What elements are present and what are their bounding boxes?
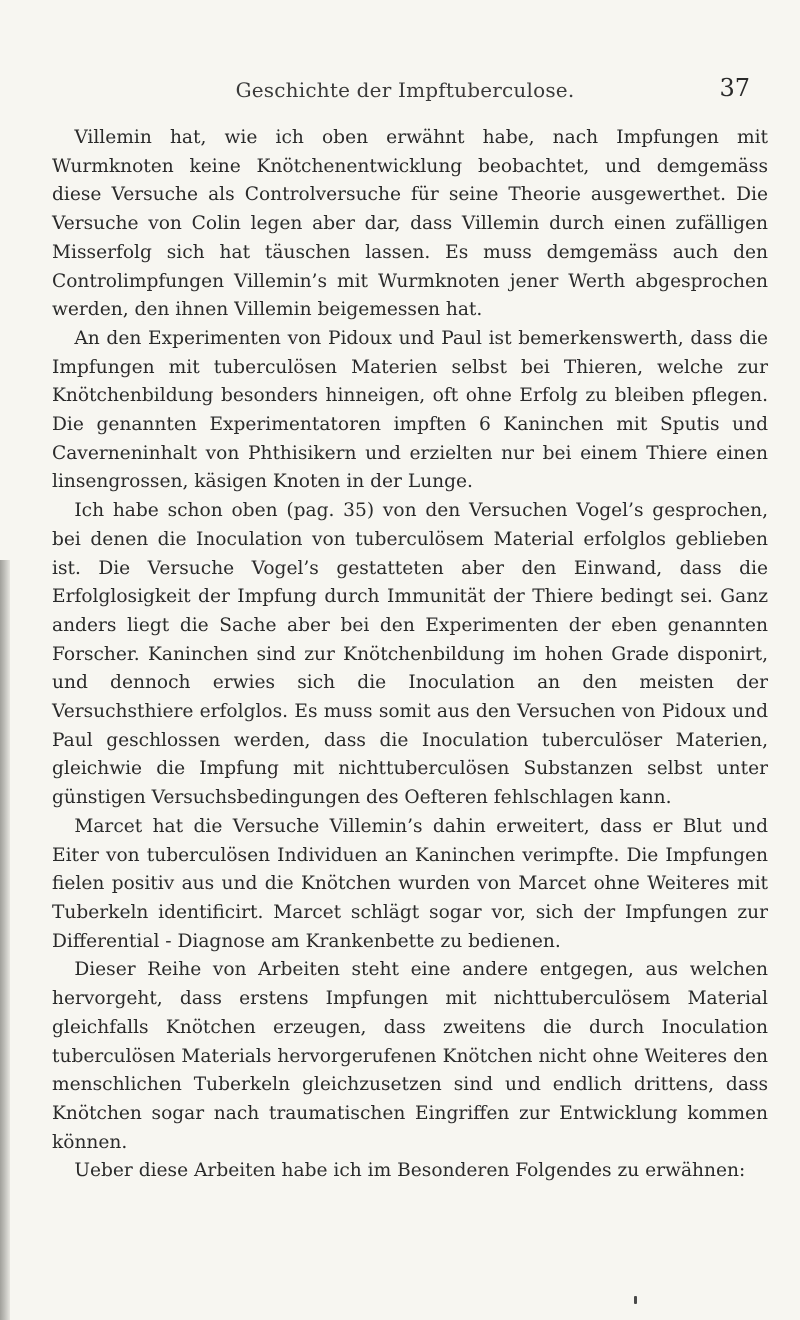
running-title: Geschichte der Impftuberculose.: [235, 78, 575, 102]
paragraph-4: Marcet hat die Versuche Villemin’s dahin erweitert, dass er Blut und Eiter von tuberculösen Individuen an Kaninchen verimpfte. Die Impfungen fielen positiv aus und die Knötchen wurden von Marcet ohne Weiteres mit Tuberkeln identificirt. Marcet schlägt sogar vor, sich der Impfungen zur Differential - Diagnose am Krankenbette zu bedienen.: [52, 815, 768, 952]
running-header: [60, 74, 750, 114]
paragraph-1: Villemin hat, wie ich oben erwähnt habe, nach Impfungen mit Wurmknoten keine Knötchenentwicklung beobachtet, und demgemäss diese Versuche als Controlversuche für seine Theorie ausgewerthet. Die Versuche von Colin legen aber dar, dass Villemin durch einen zufälligen Misserfolg sich hat täuschen lassen. Es muss demgemäss auch den Controlimpfungen Villemin’s mit Wurmknoten jener Werth abgesprochen werden, den ihnen Villemin beigemessen hat.: [52, 127, 768, 321]
page-gutter-shadow: [0, 560, 10, 1320]
print-speck: [634, 1296, 637, 1304]
paragraph-6: Ueber diese Arbeiten habe ich im Besonderen Folgendes zu erwähnen:: [74, 1160, 746, 1182]
paragraph-3: Ich habe schon oben (pag. 35) von den Versuchen Vogel’s gesprochen, bei denen die Inoculation von tuberculösem Material erfolglos geblieben ist. Die Versuche Vogel’s gestatteten aber den Einwand, dass die Erfolglosigkeit der Impfung durch Immunität der Thiere bedingt sei. Ganz anders liegt die Sache aber bei den Experimenten der eben genannten Forscher. Kaninchen sind zur Knötchenbildung im hohen Grade disponirt, und dennoch erwies sich die Inoculation an den meisten der Versuchsthiere erfolglos. Es muss somit aus den Versuchen von Pidoux und Paul geschlossen werden, dass die Inoculation tuberculöser Materien, gleichwie die Impfung mit nichttuberculösen Substanzen selbst unter günstigen Versuchsbedingungen des Oefteren fehlschlagen kann.: [52, 500, 768, 809]
body-text: [52, 124, 768, 1186]
page-number: 37: [719, 74, 750, 102]
paragraph-2: An den Experimenten von Pidoux und Paul ist bemerkenswerth, dass die Impfungen mit tuberculösen Materien selbst bei Thieren, welche zur Knötchenbildung besonders hinneigen, oft ohne Erfolg zu bleiben pflegen. Die genannten Experimentatoren impften 6 Kaninchen mit Sputis und Caverneninhalt von Phthisikern und erzielten nur bei einem Thiere einen linsengrossen, käsigen Knoten in der Lunge.: [52, 327, 768, 493]
paragraph-5: Dieser Reihe von Arbeiten steht eine andere entgegen, aus welchen hervorgeht, dass erstens Impfungen mit nichttuberculösem Material gleichfalls Knötchen erzeugen, dass zweitens die durch Inoculation tuberculösen Materials hervorgerufenen Knötchen nicht ohne Weiteres den menschlichen Tuberkeln gleichzusetzen sind und endlich drittens, dass Knötchen sogar nach traumatischen Eingriffen zur Entwicklung kommen können.: [52, 959, 768, 1153]
